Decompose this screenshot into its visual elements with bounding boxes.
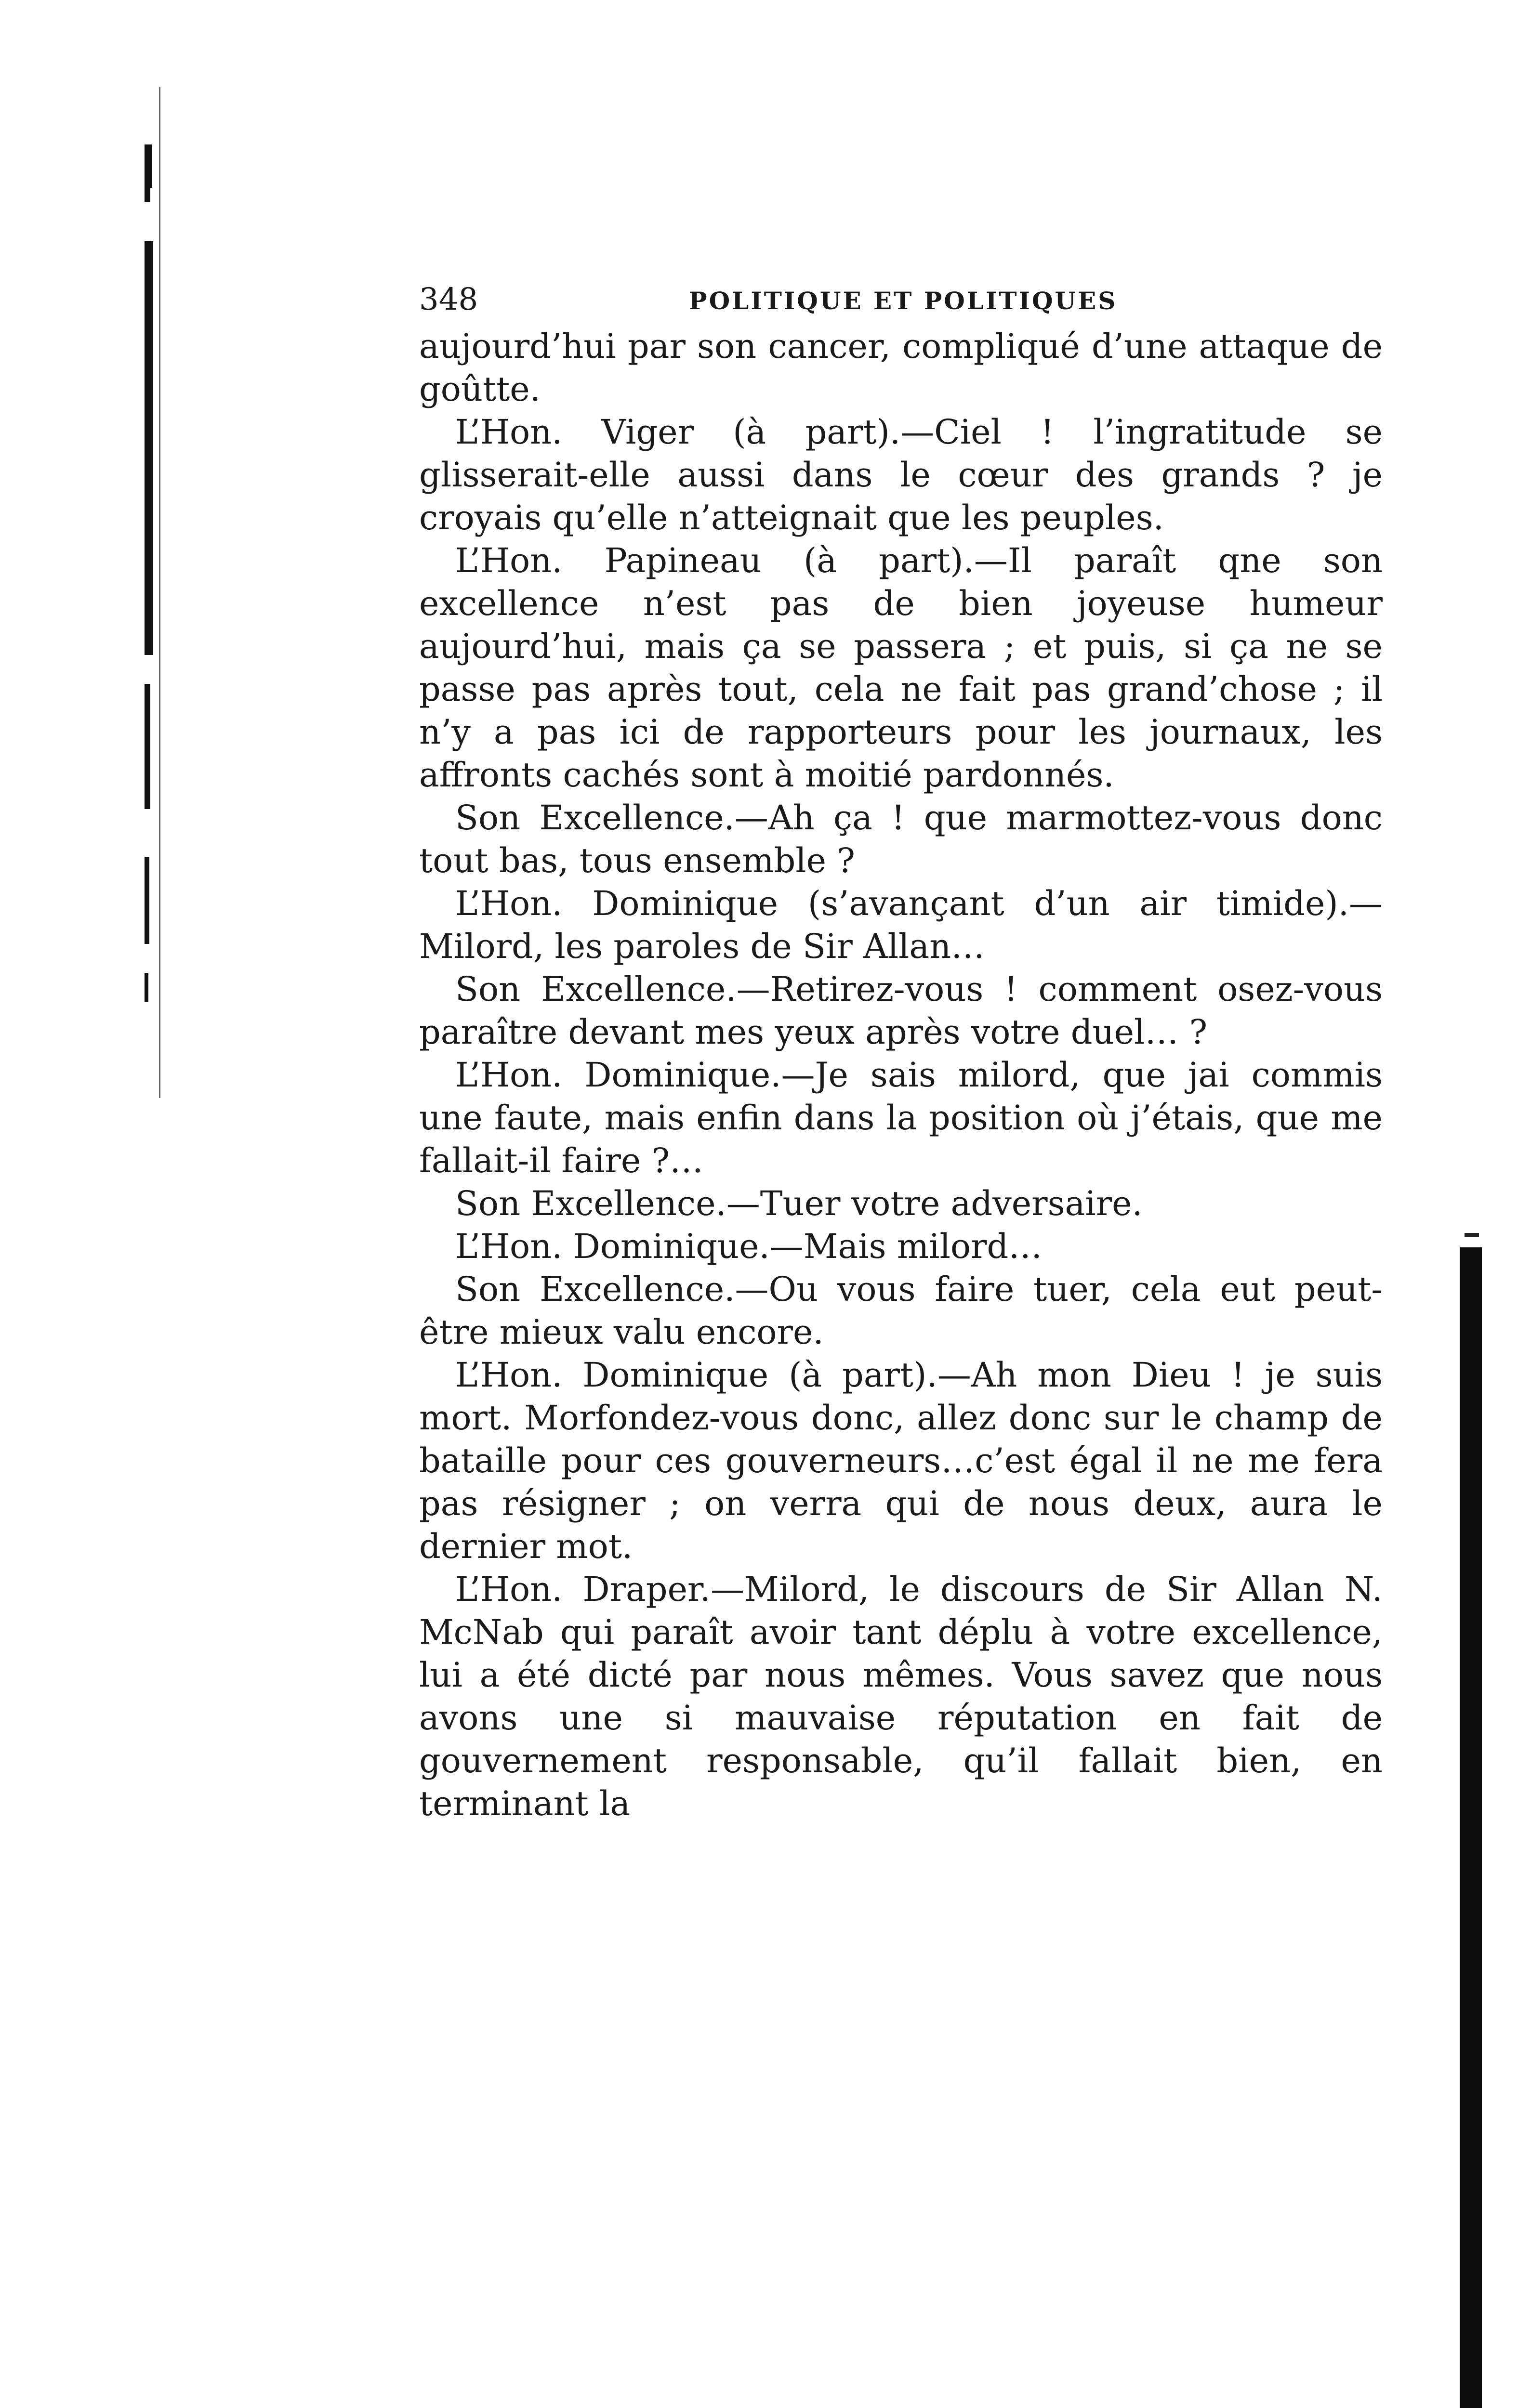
paragraph: Son Excellence.—Ou vous faire tuer, cela eut peut-être mieux valu encore. [419, 1269, 1383, 1352]
binding-edge-mark [145, 241, 153, 655]
paragraph: L’Hon. Dominique (s’avançant d’un air timide).—Milord, les paroles de Sir Allan… [419, 884, 1383, 966]
paragraph: Son Excellence.—Tuer votre adversaire. [455, 1184, 1143, 1223]
right-edge-bar [1460, 1247, 1482, 2408]
right-edge-cap [1465, 1233, 1479, 1237]
paragraph: L’Hon. Draper.—Milord, le discours de Sir Allan N. McNab qui paraît avoir tant déplu à votre excellence, lui a été dicté par nous mêmes. Vous savez que nous avons une si mauvaise réputation en fait de gouvernement responsable, qu’il fallait bien, en terminant la [419, 1570, 1383, 1823]
running-title: POLITIQUE ET POLITIQUES [689, 287, 1118, 315]
paragraph: Son Excellence.—Ah ça ! que marmottez-vous donc tout bas, tous ensemble ? [419, 798, 1383, 880]
paragraph: L’Hon. Dominique (à part).—Ah mon Dieu ! je suis mort. Morfondez-vous donc, allez donc sur le champ de bataille pour ces gouverneurs…c’est égal il ne me fera pas résigner ; on verra qui de nous deux, aura le dernier mot. [419, 1355, 1383, 1566]
paragraph: aujourd’hui par son cancer, compliqué d’une attaque de goûtte. [419, 327, 1383, 409]
paragraph: L’Hon. Viger (à part).—Ciel ! l’ingratitude se glisserait-elle aussi dans le cœur des grands ? je croyais qu’elle n’atteignait que les peuples. [419, 412, 1383, 537]
page-number: 348 [419, 282, 478, 317]
body-text [419, 325, 1383, 1825]
paragraph: Son Excellence.—Retirez-vous ! comment osez-vous paraître devant mes yeux après votre duel… ? [419, 969, 1383, 1052]
paragraph: L’Hon. Dominique.—Je sais milord, que jai commis une faute, mais enfin dans la position où j’étais, que me fallait-il faire ?… [419, 1055, 1383, 1180]
binding-edge-mark [145, 684, 150, 809]
paragraph: L’Hon. Papineau (à part).—Il paraît qne son excellence n’est pas de bien joyeuse humeur aujourd’hui, mais ça se passera ; et puis, si ça ne se passe pas après tout, cela ne fait pas grand’chose ; il n’y a pas ici de rapporteurs pour les journaux, les affronts cachés sont à moitié pardonnés. [419, 541, 1383, 795]
binding-edge-shadow [159, 87, 160, 1098]
binding-edge-mark [145, 857, 149, 944]
paragraph: L’Hon. Dominique.—Mais milord… [455, 1227, 1043, 1266]
binding-edge-mark [145, 973, 148, 1002]
binding-edge-mark [145, 173, 150, 202]
text-block [419, 272, 1383, 1825]
running-head [419, 272, 1383, 325]
